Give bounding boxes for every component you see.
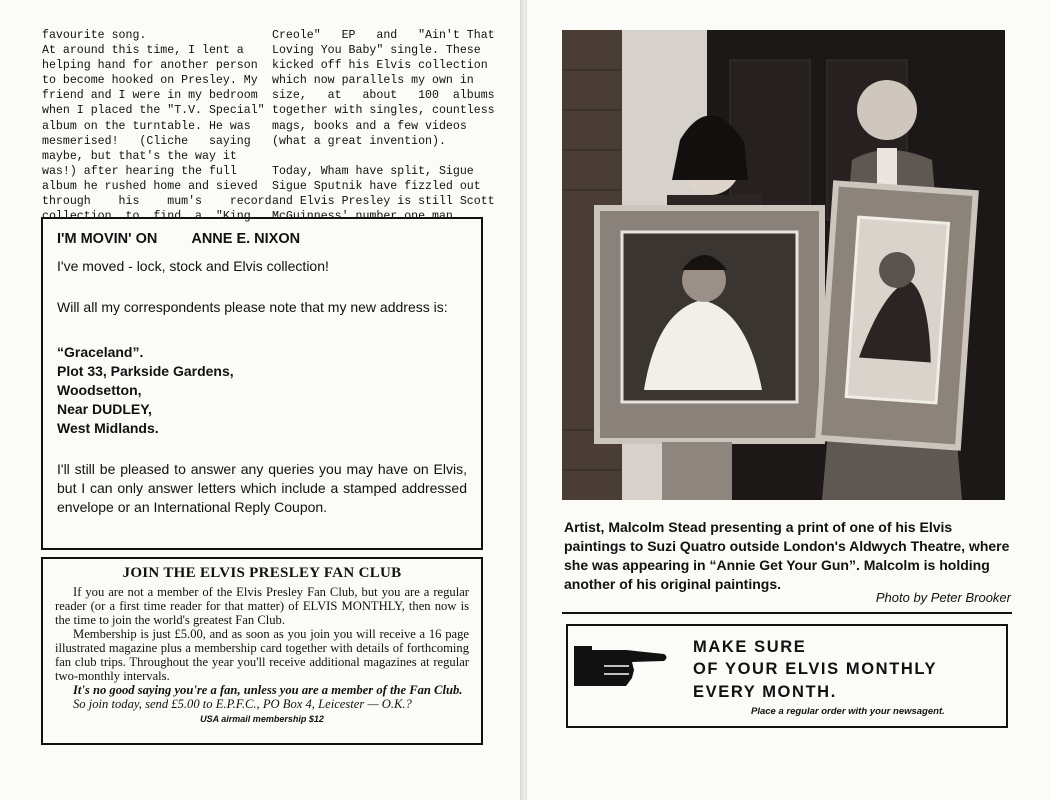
article-column-2 xyxy=(272,28,495,224)
movin-author: ANNE E. NIXON xyxy=(191,231,301,247)
article-line: Today, Wham have split, Sigue xyxy=(272,164,474,178)
right-page xyxy=(527,0,1049,800)
pointing-hand-icon xyxy=(574,640,670,692)
article-line: kicked off his Elvis collection xyxy=(272,59,488,73)
join-heading: JOIN THE ELVIS PRESLEY FAN CLUB xyxy=(122,565,402,581)
article-line: which now parallels my own in xyxy=(272,74,474,88)
photo-illustration xyxy=(562,30,1005,500)
article-line: Loving You Baby" single. These xyxy=(272,44,481,58)
movin-para-1: I've moved - lock, stock and Elvis collection! xyxy=(57,258,329,274)
address-line: “Graceland”. xyxy=(57,344,144,360)
article-line: favourite song. xyxy=(42,29,147,42)
photo-credit: Photo by Peter Brooker xyxy=(875,590,1011,605)
join-call-to-action: So join today, send £5.00 to E.P.F.C., PO Box 4, Leicester — O.K.? xyxy=(73,697,412,711)
address-line: Woodsetton, xyxy=(57,382,142,398)
address-line: West Midlands. xyxy=(57,420,159,436)
article-line: mesmerised! (Cliche saying xyxy=(42,134,251,148)
article-column-1 xyxy=(42,28,272,224)
advert-line-2: OF YOUR ELVIS MONTHLY xyxy=(693,660,938,678)
article-line: Creole" EP and "Ain't That xyxy=(272,29,495,42)
photo-caption: Artist, Malcolm Stead presenting a print of one of his Elvis paintings to Suzi Quatro outside London's Aldwych Theatre, where she was appearing in “Annie Get Your Gun”. Malcolm is holding another of his original paintings. xyxy=(564,519,1010,592)
movin-para-3: I'll still be pleased to answer any queries you may have on Elvis, but I can only answer letters which include a stamped addressed envelope or an International Reply Coupon. xyxy=(57,461,467,515)
article-line: and Elvis Presley is still Scott xyxy=(272,195,495,209)
join-emphasis: It's no good saying you're a fan, unless you are a member of the Fan Club. xyxy=(73,683,463,697)
article-line: helping hand for another person xyxy=(42,59,258,73)
advert-line-1: MAKE SURE xyxy=(693,638,807,656)
join-para-2: Membership is just £5.00, and as soon as you join you will receive a 16 page illustrated magazine plus a membership card together with details of forthcoming fan club trips. Throughout the year you'll receive additional magazines at regular two-monthly intervals. xyxy=(55,627,469,683)
article-line: when I placed the "T.V. Special" xyxy=(42,104,265,118)
article-line: Sigue Sputnik have fizzled out xyxy=(272,179,481,193)
article-line: album on the turntable. He was xyxy=(42,119,251,133)
article-line: together with singles, countless xyxy=(272,104,495,118)
advert-small-print: Place a regular order with your newsagent. xyxy=(751,706,945,717)
movin-title: I'M MOVIN' ON xyxy=(57,231,158,247)
movin-heading xyxy=(57,231,467,247)
article-line: to become hooked on Presley. My xyxy=(42,74,258,88)
divider-rule xyxy=(562,612,1012,614)
article-line: was!) after hearing the full xyxy=(42,164,237,178)
join-fan-club-box xyxy=(41,557,483,745)
address-line: Near DUDLEY, xyxy=(57,401,152,417)
left-page xyxy=(0,0,522,800)
photo-presentation xyxy=(562,30,1005,500)
article-line: At around this time, I lent a xyxy=(42,44,244,58)
usa-membership-note: USA airmail membership $12 xyxy=(200,714,324,724)
article-line: mags, books and a few videos xyxy=(272,119,467,133)
address-line: Plot 33, Parkside Gardens, xyxy=(57,363,234,379)
im-movin-on-box xyxy=(41,217,483,550)
advert-line-3: EVERY MONTH. xyxy=(693,683,837,701)
article-line: friend and I were in my bedroom xyxy=(42,89,258,103)
article-line: (what a great invention). xyxy=(272,134,446,148)
article-line: through his mum's record xyxy=(42,195,272,209)
article-line: album he rushed home and sieved xyxy=(42,179,258,193)
article-line: McGuinness' number one man. xyxy=(272,210,460,224)
movin-para-2: Will all my correspondents please note that my new address is: xyxy=(57,299,448,315)
new-address xyxy=(57,343,467,438)
article-line xyxy=(272,149,482,164)
elvis-monthly-advert xyxy=(566,624,1008,728)
join-para-1: If you are not a member of the Elvis Presley Fan Club, but you are a regular reader (or a first time reader for that matter) of ELVIS MONTHLY, then now is the time to join the world's greatest Fan Club. xyxy=(55,585,469,627)
article-line: maybe, but that's the way it xyxy=(42,149,237,163)
article-line: size, at about 100 albums xyxy=(272,89,495,103)
article-line: collection to find a "King xyxy=(42,210,251,224)
